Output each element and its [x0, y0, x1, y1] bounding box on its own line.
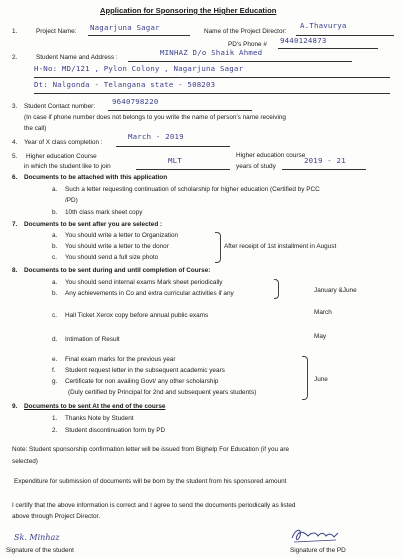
- x-class-year-label: Year of X class completion :: [24, 139, 103, 146]
- item-7c-text: You should send a full size photo: [65, 254, 159, 261]
- item-8efg-brace: [302, 356, 308, 400]
- item-2-number: 2.: [12, 54, 18, 61]
- project-director-value: A.Thavurya: [300, 21, 347, 30]
- course-years-label-2: years of study: [236, 163, 276, 170]
- certify-line1: I certify that the above information is correct and I agree to send the documents periodically as listed: [12, 502, 296, 509]
- item-7a-letter: a.: [52, 232, 58, 239]
- item-6b-text: 10th class mark sheet copy: [65, 209, 143, 216]
- docs-after-selection-heading: Documents to be sent after you are selected :: [24, 221, 163, 228]
- item-6b-letter: b.: [52, 209, 58, 216]
- item-9-1-number: 1.: [52, 415, 58, 422]
- student-signature-label: Signature of the student: [6, 547, 74, 554]
- x-class-year-line: [116, 146, 230, 147]
- address-line1-rule: [34, 77, 390, 78]
- contact-number-value: 9640798220: [112, 97, 159, 106]
- item-8e-letter: e.: [52, 356, 58, 363]
- contact-note-line2: the call): [24, 125, 47, 132]
- student-name-value: MINHAZ D/o Shaik Ahmed: [160, 48, 263, 57]
- item-8g-letter: g.: [52, 378, 58, 385]
- item-9-2-number: 2.: [52, 427, 58, 434]
- student-address-line1: H-No: MD/121 , Pylon Colony , Nagarjuna Sagar: [34, 64, 244, 73]
- pd-phone-line: [278, 48, 378, 49]
- docs-during-course-heading: Documents to be sent during and until completion of Course:: [24, 267, 211, 274]
- item-3-number: 3.: [12, 103, 18, 110]
- item-8b-letter: b.: [52, 290, 58, 297]
- item-7-number: 7.: [12, 221, 18, 228]
- address-line2-rule: [34, 93, 390, 94]
- project-name-line: [88, 35, 190, 36]
- certify-line2: above through Project Director.: [12, 513, 101, 520]
- item-8g-text: Certificate for non availing Govt/ any other scholarship: [65, 378, 219, 385]
- item-8d-text: Intimation of Result: [65, 336, 120, 343]
- item-1-number: 1.: [12, 28, 18, 35]
- item-5-number: 5.: [12, 153, 18, 160]
- item-7b-letter: b.: [52, 243, 58, 250]
- contact-number-line: [108, 110, 252, 111]
- project-director-label: Name of the Project Director:: [204, 28, 287, 35]
- student-name-line: [128, 61, 352, 62]
- form-title: Application for Sponsoring the Higher Education: [100, 6, 277, 15]
- pd-phone-label: PD's Phone #: [228, 41, 267, 48]
- item-8g-text-cont: (Duly certified by Principal for 2nd and subsequent years students): [68, 389, 257, 396]
- expenditure-statement: Expenditure for submission of documents will be born by the student from his sponsored amount: [14, 478, 287, 485]
- item-8f-text: Student request letter in the subsequent academic years: [65, 367, 225, 374]
- student-name-label: Student Name and Address :: [36, 54, 118, 61]
- contact-note-line1: (In case if phone number does not belongs to you write the name of person's name receiving: [24, 114, 286, 121]
- pd-phone-value: 9440124873: [280, 36, 327, 45]
- item-6a-text-cont: /PD): [65, 197, 78, 204]
- item-8e-text: Final exam marks for the previous year: [65, 356, 176, 363]
- item-7c-letter: c.: [52, 254, 57, 261]
- item-4-number: 4.: [12, 139, 18, 146]
- item-8b-text: Any achievements in Co and extra curricular activities if any: [65, 290, 234, 297]
- course-label-1: Higher education Course: [26, 153, 97, 160]
- docs-end-course-heading: Documents to be sent At the end of the course: [24, 403, 166, 410]
- course-years-label-1: Higher education course: [236, 152, 306, 159]
- contact-number-label: Student Contact number:: [24, 103, 96, 110]
- course-label-2: in which the student like to join: [24, 163, 111, 170]
- project-name-value: Nagarjuna Sagar: [90, 23, 160, 32]
- course-years-line: [282, 169, 366, 170]
- item-7a-text: You should write a letter to Organization: [65, 232, 179, 239]
- item-8c-letter: c.: [52, 312, 57, 319]
- item-8d-letter: d.: [52, 336, 58, 343]
- item-7b-text: You should write a letter to the donor: [65, 243, 169, 250]
- item-9-1-text: Thanks Note by Student: [65, 415, 134, 422]
- item-8ab-brace: [274, 279, 279, 299]
- course-line: [136, 169, 230, 170]
- item-9-number: 9.: [12, 403, 18, 410]
- item-8ab-month: January &June: [314, 287, 357, 294]
- pd-signature-mark: [288, 524, 344, 546]
- item-8c-month: March: [314, 309, 332, 316]
- item-8a-text: You should send internal exams Mark sheet periodically: [65, 279, 223, 286]
- item-9-2-text: Student discontinuation form by PD: [65, 427, 166, 434]
- item-6a-letter: a.: [52, 186, 58, 193]
- course-years-value: 2019 - 21: [304, 156, 346, 165]
- pd-signature-label: Signature of the PD: [290, 547, 346, 554]
- item-8-number: 8.: [12, 267, 18, 274]
- x-class-year-value: March - 2019: [128, 132, 184, 141]
- item-7-brace: [215, 232, 221, 263]
- note-line2: selected): [12, 458, 38, 465]
- note-line1: Note: Student sponsorship confirmation letter will be issued from Bighelp For Education (if you are: [12, 446, 290, 453]
- student-address-line2: Dt: Nalgonda - Telangana state - 508203: [34, 80, 216, 89]
- item-8efg-month: June: [314, 376, 328, 383]
- item-6a-text: Such a letter requesting continuation of scholarship for higher education (Certified by PCC: [65, 186, 320, 193]
- item-8c-text: Hall Ticket Xerox copy before annual public exams: [65, 312, 209, 319]
- student-signature: Sk. Minhaz: [14, 533, 60, 542]
- project-name-label: Project Name:: [36, 28, 77, 35]
- course-value: MLT: [168, 156, 182, 165]
- item-8a-letter: a.: [52, 279, 58, 286]
- docs-attach-heading: Documents to be attached with this application: [24, 174, 168, 181]
- item-6-number: 6.: [12, 174, 18, 181]
- item-7-schedule-note: After receipt of 1st installment in August: [224, 243, 337, 250]
- item-8d-month: May: [314, 333, 327, 340]
- item-8f-letter: f.: [52, 367, 56, 374]
